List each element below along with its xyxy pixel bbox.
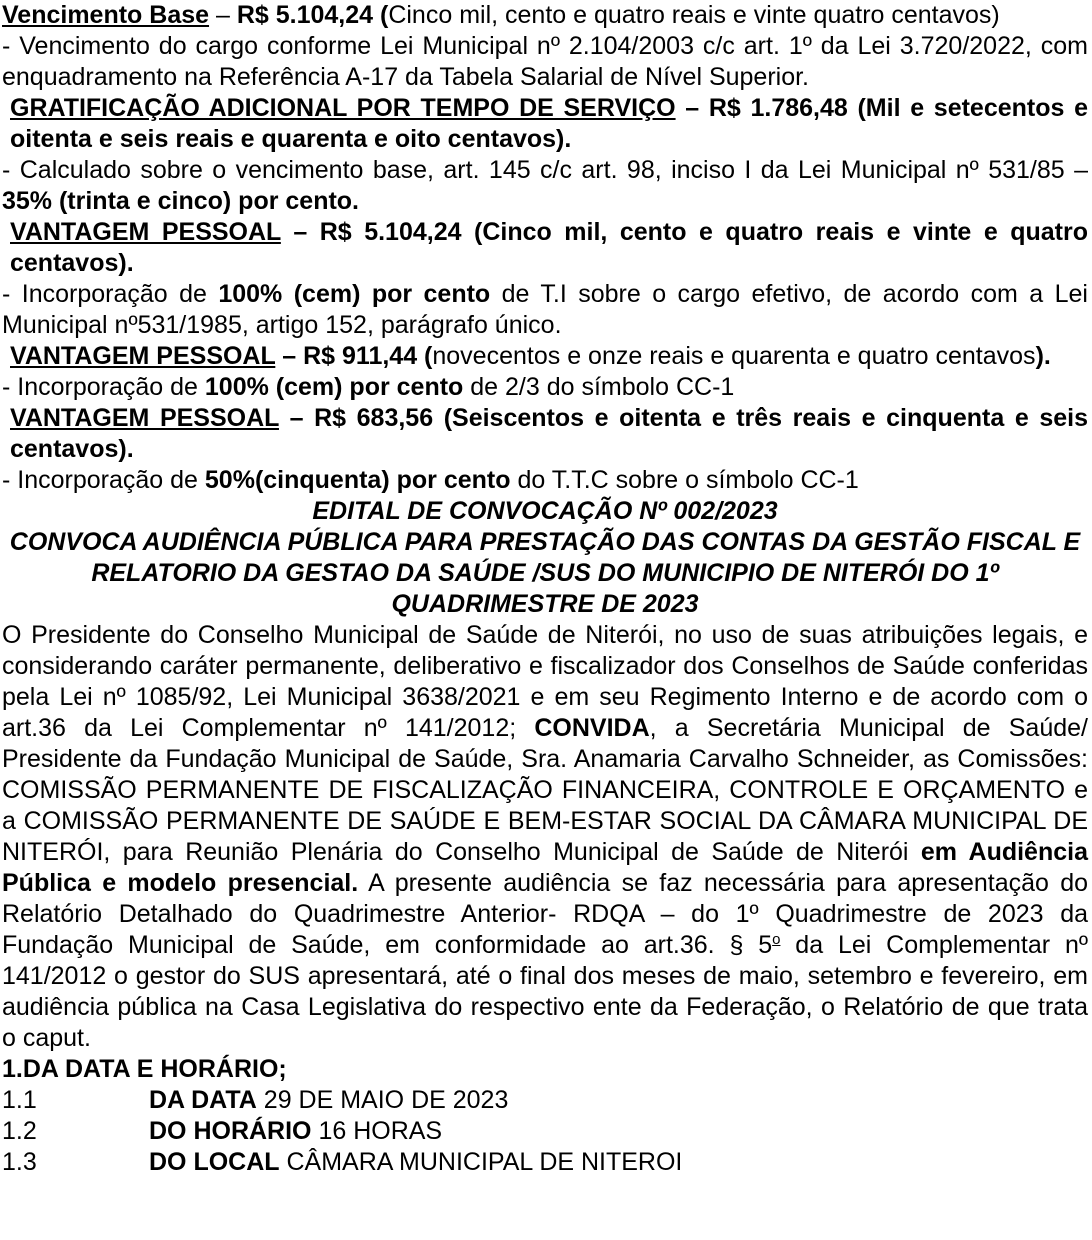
vantagem-2-value: – R$ 911,44 ( [275, 342, 433, 370]
item-value: 29 DE MAIO DE 2023 [256, 1086, 509, 1114]
gratificacao-desc-text: - Calculado sobre o vencimento base, art. 145 c/c art. 98, inciso I da Lei Municipal nº 531/85 – [2, 156, 1088, 184]
vantagem-2-label: VANTAGEM PESSOAL [10, 342, 276, 370]
edital-title: EDITAL DE CONVOCAÇÃO Nº 002/2023 [312, 497, 778, 525]
item-value: 16 HORAS [311, 1117, 443, 1145]
item-label: DO LOCAL [149, 1148, 280, 1176]
vantagem-3-value: – R$ 683,56 (Seiscentos e oitenta e três reais e cinquenta e seis centavos). [10, 404, 1088, 463]
vencimento-base-words: Cinco mil, cento e quatro reais e vinte quatro centavos) [388, 1, 1000, 29]
vantagem-1-line [2, 217, 1088, 279]
dash: – [209, 1, 237, 29]
item-label: DA DATA [149, 1086, 257, 1114]
vantagem-2-desc-a: - Incorporação de [2, 373, 205, 401]
body-convida: CONVIDA [534, 714, 650, 742]
vantagem-2-words: novecentos e onze reais e quarenta e quatro centavos [432, 342, 1036, 370]
section-1-heading: 1.DA DATA E HORÁRIO; [2, 1055, 287, 1083]
body-part-2: , a Secretária Municipal de Saúde/ Presidente da Fundação Municipal de Saúde, Sra. Anamaria Carvalho Schneider, as Comissões: COMISSÃO PERMANENTE DE FISCALIZAÇÃO FINANCEIRA, CONTROLE E ORÇAMENTO e a COMISSÃO PERMANENTE DE SAÚDE E BEM-ESTAR SOCIAL DA CÂMARA MUNICIPAL DE NITERÓI, para Reunião Plenária do Conselho Municipal de Saúde de Niterói [2, 714, 1088, 866]
item-number: 1.3 [2, 1148, 37, 1176]
vantagem-2-desc-bold: 100% (cem) por cento [204, 373, 464, 401]
body-part-3: A presente audiência se faz necessária para apresentação do Relatório Detalhado do Quadrimestre Anterior- RDQA – do 1º Quadrimestre de 2023 da Fundação Municipal de Saúde, em conformidade ao art.36. § 5 [2, 869, 1088, 959]
gratificacao-value: – R$ 1.786,48 (Mil e setecentos e oitenta e seis reais e quarenta e oito centavos). [10, 94, 1088, 153]
ordinal-sup: o [772, 931, 781, 948]
vantagem-3-line [2, 403, 1088, 465]
body-bold-audiencia: em Audiência Pública e modelo presencial. [2, 838, 1088, 897]
vencimento-base-line [2, 0, 1088, 31]
vantagem-3-desc-bold: 50%(cinquenta) por cento [204, 466, 511, 494]
item-number: 1.2 [2, 1117, 37, 1145]
vantagem-1-desc-bold: 100% (cem) por cento [218, 280, 491, 308]
vantagem-1-value: – R$ 5.104,24 (Cinco mil, cento e quatro reais e vinte e quatro centavos). [10, 218, 1088, 277]
gratificacao-desc [2, 155, 1088, 217]
gratificacao-desc-bold: 35% (trinta e cinco) por cento. [2, 187, 360, 215]
vantagem-1-desc-b: de T.I sobre o cargo efetivo, de acordo com a Lei Municipal nº531/1985, artigo 152, parágrafo único. [2, 280, 1088, 339]
list-item [2, 1116, 1088, 1147]
vantagem-2-desc [2, 372, 1088, 403]
vantagem-1-desc [2, 279, 1088, 341]
vencimento-base-desc: - Vencimento do cargo conforme Lei Municipal nº 2.104/2003 c/c art. 1º da Lei 3.720/2022, com enquadramento na Referência A-17 da Tabela Salarial de Nível Superior. [2, 32, 1088, 91]
convocation-body [2, 620, 1088, 1054]
vantagem-3-desc-a: - Incorporação de [2, 466, 205, 494]
item-number: 1.1 [2, 1086, 37, 1114]
vantagem-3-label: VANTAGEM PESSOAL [10, 404, 279, 432]
list-item [2, 1147, 1088, 1178]
vantagem-2-desc-b: de 2/3 do símbolo CC-1 [463, 373, 735, 401]
item-value: CÂMARA MUNICIPAL DE NITEROI [279, 1148, 683, 1176]
list-item [2, 1085, 1088, 1116]
vencimento-base-label: Vencimento Base [2, 1, 210, 29]
body-part-4: da Lei Complementar nº 141/2012 o gestor do SUS apresentará, até o final dos meses de maio, setembro e fevereiro, em audiência pública na Casa Legislativa do respectivo ente da Federação, o Relatório de que trata o caput. [2, 931, 1088, 1052]
vantagem-1-desc-a: - Incorporação de [2, 280, 219, 308]
vantagem-2-line [2, 341, 1088, 372]
vantagem-2-close: ). [1035, 342, 1051, 370]
item-label: DO HORÁRIO [149, 1117, 312, 1145]
vencimento-base-value: R$ 5.104,24 ( [236, 1, 389, 29]
body-part-1: O Presidente do Conselho Municipal de Saúde de Niterói, no uso de suas atribuições legais, e considerando caráter permanente, deliberativo e fiscalizador dos Conselhos de Saúde conferidas pela Lei nº 1085/92, Lei Municipal 3638/2021 e em seu Regimento Interno e de acordo com o art.36 da Lei Complementar nº 141/2012; [2, 621, 1088, 742]
edital-subtitle: CONVOCA AUDIÊNCIA PÚBLICA PARA PRESTAÇÃO DAS CONTAS DA GESTÃO FISCAL E RELATORIO DA GESTAO DA SAÚDE /SUS DO MUNICIPIO DE NITERÓI DO 1º QUADRIMESTRE DE 2023 [9, 528, 1081, 618]
vantagem-3-desc [2, 465, 1088, 496]
vantagem-1-label: VANTAGEM PESSOAL [10, 218, 281, 246]
vantagem-3-desc-b: do T.T.C sobre o símbolo CC-1 [510, 466, 859, 494]
gratificacao-line [2, 93, 1088, 155]
gratificacao-label: GRATIFICAÇÃO ADICIONAL POR TEMPO DE SERVIÇO [10, 94, 676, 122]
